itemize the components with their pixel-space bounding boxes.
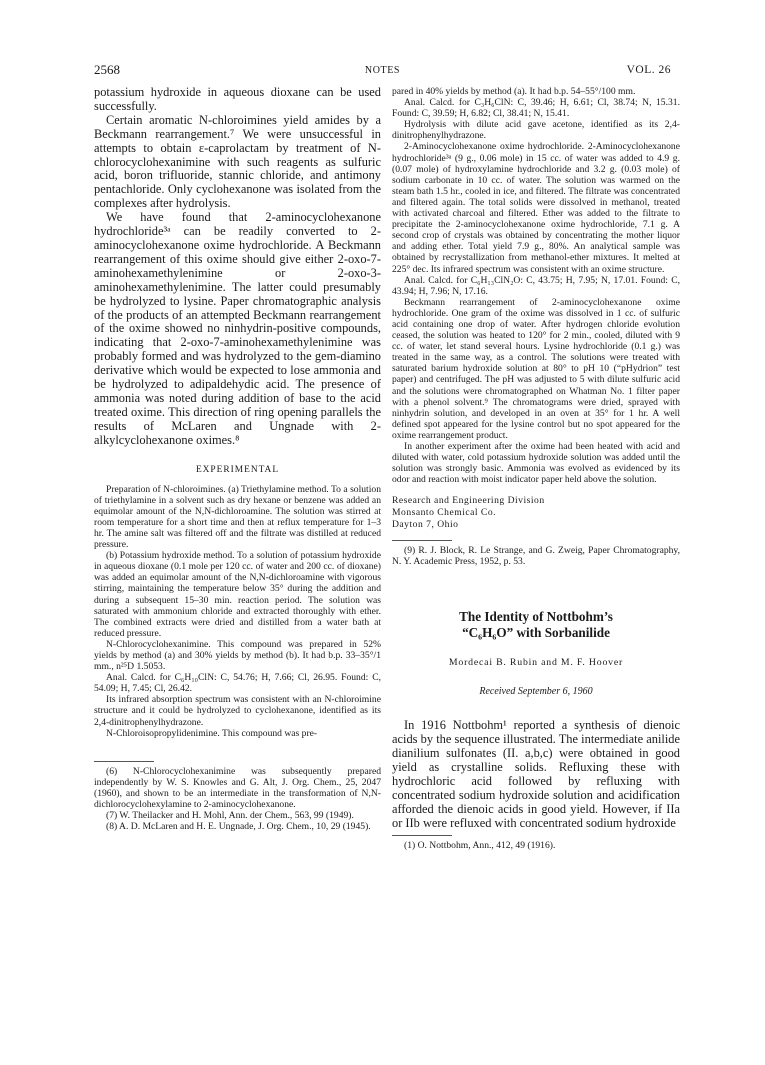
spacer [94, 739, 381, 751]
body-paragraph: In 1916 Nottbohm¹ reported a synthesis of dienoic acids by the sequence illustrated. The intermediate anilide dianilium sulfonates (II. a,b,c) were obtained in good yield as crystalline solids. Refluxing these with hydrochloric acid followed by refluxing with concentrated sodium hydroxide solution and acidification afforded the dienoic acids in good yield. However, if IIa or IIb were refluxed with concentrated sodium hydroxide [392, 718, 680, 830]
experimental-paragraph: (b) Potassium hydroxide method. To a solution of potassium hydroxide in aqueous dioxane (0.1 mole per 120 cc. of water and 200 cc. of dioxane) was added an equimolar amount of the N,N-dichloroamine with vigorous stirring, maintaining the temperature below 35° during the addition and during a subsequent 15–30 min. reaction period. The solution was saturated with ammonium chloride and extracted thoroughly with ether. The combined extracts were dried and distilled from a water bath at reduced pressure. [94, 550, 381, 639]
footnote: (6) N-Chlorocyclohexanimine was subsequently prepared independently by W. S. Knowles and G. Alt, J. Org. Chem., 25, 2047 (1960), and shown to be an intermediate in the transformation of N,N-dichlorocyclohexylamine to 2-aminocyclohexanone. [94, 765, 381, 810]
footnote: (8) A. D. McLaren and H. E. Ungnade, J. Org. Chem., 10, 29 (1945). [106, 821, 371, 833]
experimental-paragraph: Beckmann rearrangement of 2-aminocyclohexanone oxime hydrochloride. One gram of the oxime was dissolved in 1 cc. of sulfuric acid containing one drop of water. After hydrogen chloride evolution ceased, the solution was heated to 120° for 2 min., cooled, diluted with 9 cc. of water, let stand several hours. Lysine hydrochloride (0.1 g.) was treated in the same way, as a control. The solutions were treated with saturated barium hydroxide solution at 80° to pH 10 (“pHydrion” test paper) and centrifuged. The pH was adjusted to 5 with dilute sulfuric acid and the solutions were chromatographed on Whatman No. 1 filter paper with a phenol solvent.⁹ The chromatograms were dried, sprayed with ninhydrin solution, and developed in an oven at 35° for 1 hr. A well defined spot appeared for the lysine control but no spot appeared for the oxime rearrangement product. [392, 296, 680, 441]
body-paragraph: Certain aromatic N-chloroimines yield amides by a Beckmann rearrangement.⁷ We were unsuccessful in attempts to obtain ε-caprolactam by treatment of N-chlorocyclohexanimine with such reagents as sulfuric acid, boron trifluoride, stannic chloride, and antimony pentachloride. Only cyclohexanone was isolated from the complexes after hydrolysis. [94, 112, 381, 211]
volume-label: VOL. 26 [626, 64, 671, 76]
analysis-paragraph: Anal. Calcd. for C₆H₁₀ClN: C, 54.76; H, 7.66; Cl, 26.95. Found: C, 54.09; H, 7.45; Cl, 26.42. [94, 672, 381, 695]
left-column [94, 86, 381, 832]
body-paragraph: potassium hydroxide in aqueous dioxane can be used successfully. [94, 85, 381, 113]
analysis-paragraph: Anal. Calcd. for C₆H₁₃ClN₂O: C, 43.75; H, 7.95; N, 17.01. Found: C, 43.94; H, 7.96; N, 17.16. [392, 274, 680, 297]
article-authors: Mordecai B. Rubin and M. F. Hoover [448, 657, 624, 669]
analysis-paragraph: Anal. Calcd. for C₃H₆ClN: C, 39.46; H, 6.61; Cl, 38.74; N, 15.31. Found: C, 39.59; H, 6.82; Cl, 38.41; N, 15.41. [392, 97, 680, 120]
experimental-paragraph: N-Chloroisopropylidenimine. This compound was pre- [106, 727, 318, 739]
footnote-rule [392, 835, 452, 836]
article-title-line: “C₆H₆O” with Sorbanilide [462, 625, 610, 641]
footnote: (9) R. J. Block, R. Le Strange, and G. Zweig, Paper Chromatography, N. Y. Academic Press, 1952, p. 53. [392, 545, 680, 568]
footnote-rule [94, 761, 154, 762]
experimental-paragraph: Preparation of N-chloroimines. (a) Triethylamine method. To a solution of triethylamine in a solvent such as dry hexane or benzene was added an equimolar amount of the N,N-dichloroamine. The solution was stirred at room temperature for a short time and then at reflux temperature for 1–3 hr. The amine salt was filtered off and the filtrate was distilled at reduced pressure. [94, 483, 381, 551]
footnote: (1) O. Nottbohm, Ann., 412, 49 (1916). [404, 839, 556, 851]
article-title [392, 609, 680, 641]
experimental-paragraph: pared in 40% yields by method (a). It had b.p. 54–55°/100 mm. [392, 86, 636, 97]
affiliation-line: Research and Engineering Division [392, 495, 545, 507]
experimental-paragraph: Hydrolysis with dilute acid gave acetone, identified as its 2,4-dinitrophenylhydrazone. [392, 119, 680, 142]
received-date: Received September 6, 1960 [479, 686, 593, 698]
affiliation [392, 495, 680, 530]
experimental-paragraph: 2-Aminocyclohexanone oxime hydrochloride. 2-Aminocyclohexanone hydrochloride³ᵃ (9 g., 0.06 mole) in 15 cc. of water was added to 4.9 g. (0.07 mole) of hydroxylamine hydrochloride and 3.2 g. (0.03 mole) of sodium carbonate in 10 cc. of water. The solution was warmed on the steam bath 1.5 hr., cooled in ice, and filtered. The filtrate was concentrated and filtered again. The total solids were dissolved in methanol, treated with activated charcoal and filtered. Ether was added to the filtrate to precipitate the 2-aminocyclohexanone oxime hydrochloride, 7.1 g. A second crop of crystals was obtained by concentrating the mother liquor and adding ether. Total yield 7.9 g., 80%. An analytical sample was obtained by recrystallization from methanol-ether mixtures. It melted at 225° dec. Its infrared spectrum was consistent with an oxime structure. [392, 141, 680, 275]
footnote-rule [392, 540, 452, 541]
affiliation-line: Dayton 7, Ohio [392, 518, 459, 530]
footnote: (7) W. Theilacker and H. Mohl, Ann. der Chem., 563, 99 (1949). [106, 810, 354, 822]
section-heading-experimental: EXPERIMENTAL [195, 464, 280, 475]
experimental-paragraph: N-Chlorocyclohexanimine. This compound was prepared in 52% yields by method (a) and 30% yields by method (b). It had b.p. 33–35°/1 mm., n²⁵D 1.5053. [94, 638, 381, 673]
experimental-paragraph: Its infrared absorption spectrum was consistent with an N-chloroimine structure and it could be hydrolyzed to cyclohexanone, identified as its 2,4-dinitrophenylhydrazone. [94, 694, 381, 728]
page-number: 2568 [94, 62, 120, 77]
affiliation-line: Monsanto Chemical Co. [392, 506, 497, 518]
article-title-line: The Identity of Nottbohm’s [459, 609, 613, 625]
running-head: NOTES [364, 65, 401, 76]
right-column [392, 86, 680, 851]
body-paragraph: We have found that 2-aminocyclohexanone hydrochloride³ᵃ can be readily converted to 2-aminocyclohexanone oxime hydrochloride. A Beckmann rearrangement of this oxime should give either 2-oxo-7-aminohexamethylenimine or 2-oxo-3-aminohexamethylenimine. The latter could presumably be hydrolyzed to lysine. Paper chromatographic analysis of the products of an attempted Beckmann rearrangement of the oxime showed no ninhydrin-positive compounds, indicating that 2-oxo-7-aminohexamethylenimine was probably formed and was hydrolyzed to the gem-diamino derivative which would be expected to lose ammonia and be hydrolyzed to adipaldehydic acid. The presence of ammonia was noted during addition of base to the acid treated oxime. This direction of ring opening parallels the results of McLaren and Ungnade with 2-alkylcyclohexanone oximes.⁸ [94, 210, 381, 447]
experimental-paragraph: In another experiment after the oxime had been heated with acid and diluted with water, cold potassium hydroxide solution was added until the solution was strongly basic. Ammonia was evolved as evidenced by its odor and reaction with moist indicator paper held above the solution. [392, 441, 680, 486]
